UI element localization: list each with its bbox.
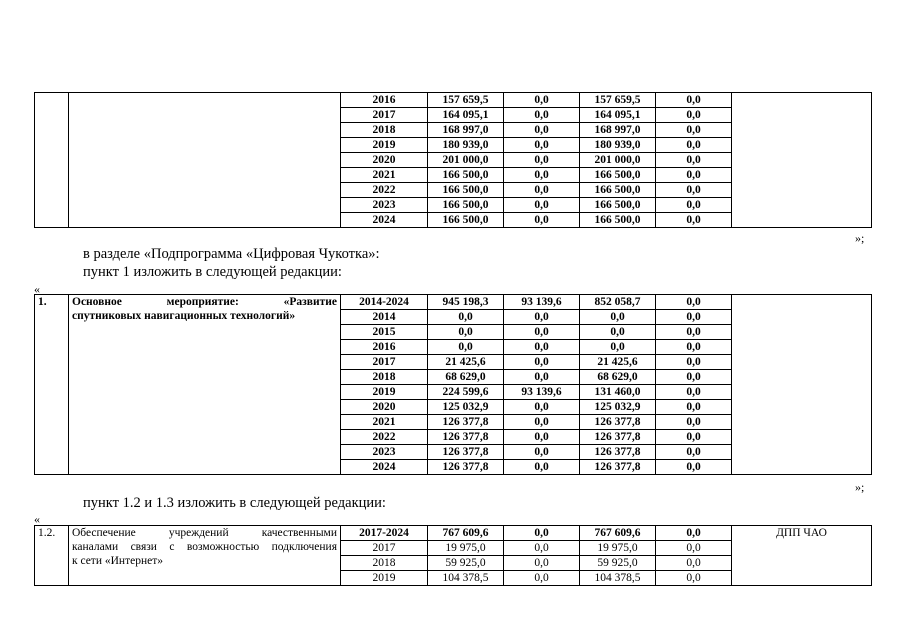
cell-year: 2020 [341, 153, 428, 168]
cell-year: 2022 [341, 183, 428, 198]
cell-c2: 852 058,7 [580, 295, 656, 310]
cell-c2: 19 975,0 [580, 541, 656, 556]
cell-year: 2017 [341, 108, 428, 123]
cell-total: 166 500,0 [428, 168, 504, 183]
cell-c3: 0,0 [656, 138, 732, 153]
cell-year: 2021 [341, 415, 428, 430]
cell-description [69, 93, 341, 228]
cell-year: 2018 [341, 556, 428, 571]
cell-c2: 767 609,6 [580, 526, 656, 541]
cell-c2: 166 500,0 [580, 168, 656, 183]
cell-total: 126 377,8 [428, 460, 504, 475]
cell-total: 19 975,0 [428, 541, 504, 556]
open-quote-mark-2: « [34, 512, 40, 526]
cell-c3: 0,0 [656, 430, 732, 445]
cell-c2: 0,0 [580, 325, 656, 340]
cell-c3: 0,0 [656, 370, 732, 385]
cell-c1: 0,0 [504, 526, 580, 541]
cell-total: 224 599,6 [428, 385, 504, 400]
cell-c2: 126 377,8 [580, 415, 656, 430]
cell-executor [732, 295, 872, 475]
cell-total: 126 377,8 [428, 430, 504, 445]
cell-c1: 0,0 [504, 168, 580, 183]
table-continuation [34, 92, 872, 228]
cell-c1: 0,0 [504, 430, 580, 445]
cell-c1: 0,0 [504, 93, 580, 108]
cell-c1: 0,0 [504, 370, 580, 385]
cell-total: 166 500,0 [428, 183, 504, 198]
cell-c1: 0,0 [504, 340, 580, 355]
cell-c1: 0,0 [504, 355, 580, 370]
close-quote-mark: »; [855, 231, 865, 245]
cell-year: 2019 [341, 571, 428, 586]
cell-year: 2017 [341, 355, 428, 370]
paragraph-section: в разделе «Подпрограмма «Цифровая Чукотка»: [83, 246, 380, 262]
cell-total: 164 095,1 [428, 108, 504, 123]
cell-total: 125 032,9 [428, 400, 504, 415]
cell-c2: 125 032,9 [580, 400, 656, 415]
cell-total: 166 500,0 [428, 213, 504, 228]
cell-executor [732, 93, 872, 228]
cell-year: 2016 [341, 340, 428, 355]
cell-year: 2019 [341, 385, 428, 400]
cell-c2: 0,0 [580, 340, 656, 355]
cell-year: 2020 [341, 400, 428, 415]
cell-c3: 0,0 [656, 571, 732, 586]
cell-c1: 0,0 [504, 445, 580, 460]
description-line: Основное мероприятие: «Развитие [72, 296, 337, 308]
cell-year: 2023 [341, 445, 428, 460]
cell-total: 767 609,6 [428, 526, 504, 541]
cell-c2: 166 500,0 [580, 183, 656, 198]
cell-c2: 21 425,6 [580, 355, 656, 370]
cell-total: 0,0 [428, 310, 504, 325]
cell-c3: 0,0 [656, 153, 732, 168]
cell-total: 0,0 [428, 340, 504, 355]
cell-c2: 201 000,0 [580, 153, 656, 168]
cell-c3: 0,0 [656, 526, 732, 541]
cell-c3: 0,0 [656, 295, 732, 310]
cell-c1: 93 139,6 [504, 385, 580, 400]
cell-total: 68 629,0 [428, 370, 504, 385]
cell-total: 166 500,0 [428, 198, 504, 213]
cell-total: 126 377,8 [428, 415, 504, 430]
table-item-1-2 [34, 525, 872, 586]
description-line: спутниковых навигационных технологий» [72, 310, 296, 322]
cell-c1: 0,0 [504, 138, 580, 153]
description-line: к сети «Интернет» [72, 555, 163, 567]
cell-c3: 0,0 [656, 183, 732, 198]
cell-c1: 0,0 [504, 460, 580, 475]
cell-c1: 0,0 [504, 325, 580, 340]
cell-year: 2023 [341, 198, 428, 213]
cell-total: 21 425,6 [428, 355, 504, 370]
cell-total: 180 939,0 [428, 138, 504, 153]
cell-c2: 180 939,0 [580, 138, 656, 153]
cell-c3: 0,0 [656, 385, 732, 400]
cell-c2: 68 629,0 [580, 370, 656, 385]
cell-number: 1.2. [35, 526, 69, 586]
cell-year: 2019 [341, 138, 428, 153]
cell-total: 945 198,3 [428, 295, 504, 310]
table-row [35, 295, 872, 310]
cell-year: 2022 [341, 430, 428, 445]
cell-year: 2024 [341, 213, 428, 228]
close-quote-mark-2: »; [855, 480, 865, 494]
cell-total: 126 377,8 [428, 445, 504, 460]
cell-total: 201 000,0 [428, 153, 504, 168]
cell-year: 2018 [341, 123, 428, 138]
cell-c1: 0,0 [504, 400, 580, 415]
table-row [35, 93, 872, 108]
cell-c2: 164 095,1 [580, 108, 656, 123]
cell-c1: 0,0 [504, 571, 580, 586]
description-line: Обеспечение учреждений качественными [72, 527, 337, 539]
cell-total: 59 925,0 [428, 556, 504, 571]
cell-c1: 0,0 [504, 123, 580, 138]
cell-executor: ДПП ЧАО [732, 526, 872, 586]
cell-c3: 0,0 [656, 460, 732, 475]
cell-c3: 0,0 [656, 325, 732, 340]
cell-c3: 0,0 [656, 541, 732, 556]
cell-c3: 0,0 [656, 310, 732, 325]
cell-total: 0,0 [428, 325, 504, 340]
cell-c2: 126 377,8 [580, 460, 656, 475]
cell-year: 2021 [341, 168, 428, 183]
cell-c1: 0,0 [504, 108, 580, 123]
cell-description [69, 295, 341, 475]
cell-total: 168 997,0 [428, 123, 504, 138]
cell-c1: 93 139,6 [504, 295, 580, 310]
cell-c1: 0,0 [504, 198, 580, 213]
cell-c3: 0,0 [656, 415, 732, 430]
paragraph-item1: пункт 1 изложить в следующей редакции: [83, 264, 342, 280]
cell-c3: 0,0 [656, 168, 732, 183]
cell-number [35, 93, 69, 228]
cell-c3: 0,0 [656, 93, 732, 108]
cell-c3: 0,0 [656, 400, 732, 415]
cell-c3: 0,0 [656, 213, 732, 228]
cell-year: 2016 [341, 93, 428, 108]
cell-year: 2018 [341, 370, 428, 385]
cell-total: 157 659,5 [428, 93, 504, 108]
cell-year: 2014 [341, 310, 428, 325]
cell-c1: 0,0 [504, 556, 580, 571]
cell-year: 2017 [341, 541, 428, 556]
cell-c2: 104 378,5 [580, 571, 656, 586]
cell-c3: 0,0 [656, 108, 732, 123]
cell-c2: 168 997,0 [580, 123, 656, 138]
cell-c1: 0,0 [504, 183, 580, 198]
cell-year: 2017-2024 [341, 526, 428, 541]
cell-c2: 157 659,5 [580, 93, 656, 108]
cell-c2: 166 500,0 [580, 213, 656, 228]
cell-c3: 0,0 [656, 445, 732, 460]
open-quote-mark: « [34, 282, 40, 296]
cell-c1: 0,0 [504, 213, 580, 228]
cell-year: 2015 [341, 325, 428, 340]
cell-c2: 131 460,0 [580, 385, 656, 400]
cell-description [69, 526, 341, 586]
cell-number: 1. [35, 295, 69, 475]
cell-c2: 126 377,8 [580, 430, 656, 445]
cell-total: 104 378,5 [428, 571, 504, 586]
cell-c1: 0,0 [504, 153, 580, 168]
description-line: каналами связи с возможностью подключения [72, 541, 337, 553]
cell-c3: 0,0 [656, 123, 732, 138]
cell-c3: 0,0 [656, 355, 732, 370]
cell-c3: 0,0 [656, 340, 732, 355]
cell-c3: 0,0 [656, 198, 732, 213]
cell-c2: 166 500,0 [580, 198, 656, 213]
cell-c3: 0,0 [656, 556, 732, 571]
cell-c2: 0,0 [580, 310, 656, 325]
cell-c2: 126 377,8 [580, 445, 656, 460]
paragraph-items-1-2-1-3: пункт 1.2 и 1.3 изложить в следующей редакции: [83, 495, 386, 511]
cell-c2: 59 925,0 [580, 556, 656, 571]
table-item-1 [34, 294, 872, 475]
cell-c1: 0,0 [504, 310, 580, 325]
cell-c1: 0,0 [504, 415, 580, 430]
cell-year: 2024 [341, 460, 428, 475]
table-row [35, 526, 872, 541]
cell-year: 2014-2024 [341, 295, 428, 310]
cell-c1: 0,0 [504, 541, 580, 556]
